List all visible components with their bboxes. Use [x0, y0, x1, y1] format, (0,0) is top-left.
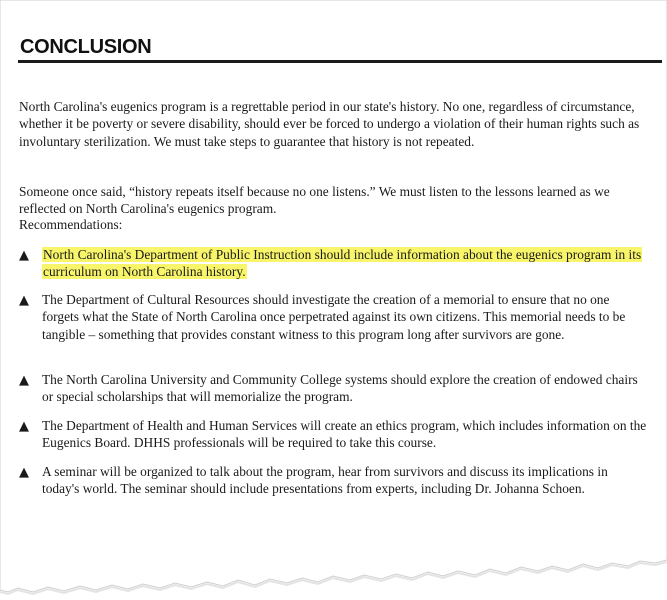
recommendation-text: A seminar will be organized to talk about the program, hear from survivors and discuss its implications in today's world. The seminar should include presentations from experts, including Dr. Johanna Schoen. [42, 464, 608, 497]
recommendation-text: The North Carolina University and Community College systems should explore the creation of endowed chairs or special scholarships that will memorialize the program. [42, 372, 638, 405]
triangle-bullet-icon: ▲ [19, 419, 29, 434]
triangle-bullet-icon: ▲ [19, 373, 29, 388]
triangle-bullet-icon: ▲ [19, 293, 29, 308]
quote-paragraph: Someone once said, “history repeats itself because no one listens.” We must listen to the lessons learned as we reflected on North Carolina's eugenics program. [19, 184, 610, 217]
triangle-bullet-icon: ▲ [19, 465, 29, 480]
conclusion-paragraph: North Carolina's eugenics program is a regrettable period in our state's history. No one, regardless of circumstance, whether it be poverty or severe disability, should ever be forced to undergo a violation of their human rights such as involuntary sterilization. We must take steps to guarantee that history is not repeated. [19, 99, 640, 149]
recommendations-label: Recommendations: [19, 217, 123, 232]
heading-rule [18, 60, 662, 63]
highlighted-text: North Carolina's Department of Public Instruction should include information about the eugenics program in its curriculum on North Carolina history. [43, 247, 642, 280]
recommendation-text [42, 246, 647, 281]
triangle-bullet-icon: ▲ [19, 248, 29, 263]
recommendation-text: The Department of Health and Human Services will create an ethics program, which includes information on the Eugenics Board. DHHS professionals will be required to take this course. [42, 418, 647, 451]
section-heading: CONCLUSION [20, 36, 152, 58]
recommendation-text: The Department of Cultural Resources should investigate the creation of a memorial to ensure that no one forgets what the State of North Carolina once perpetrated against its own citizens. This memorial needs to be tangible – something that provides constant witness to this program long after survivors are gone. [42, 292, 626, 342]
